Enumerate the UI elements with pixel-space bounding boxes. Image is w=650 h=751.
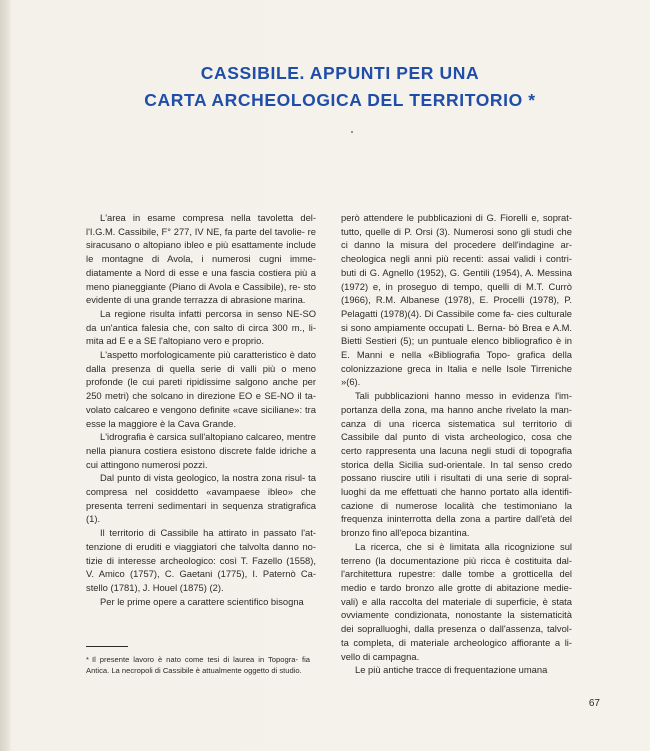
footnote-divider: [86, 646, 128, 647]
article-title: [60, 60, 620, 114]
footnote: [86, 655, 310, 676]
footnote-text: Il presente lavoro è nato come tesi di laurea in Topogra- fia Antica. La necropoli di Cassibile è attualmente oggetto di studio.: [86, 655, 310, 675]
paragraph: La regione risulta infatti percorsa in senso NE-SO da un'antica falesia che, con salto di circa 300 m., li- mita ad E e a SE l'altopiano vero e proprio.: [86, 307, 316, 347]
footnote-mark: *: [86, 655, 89, 664]
paragraph: L'area in esame compresa nella tavoletta del- l'I.G.M. Cassibile, F° 277, IV NE, fa parte del tavolie- re siracusano o altopiano ibleo e più esattamente include le montagne di Avola, i numerosi cugni imme- diatamente a Nord di esse e una fascia costiera più a meno pianeggiante (Piano di Avola e Cassibile), re- sto evidente di una grande terrazza di abrasione marina.: [86, 212, 316, 306]
page-binding-edge: [0, 0, 10, 751]
page-number: 67: [588, 698, 600, 709]
text-column-left: [86, 211, 316, 608]
paragraph: Per le prime opere a carattere scientifico bisogna: [100, 595, 304, 607]
paragraph: Le più antiche tracce di frequentazione umana: [355, 664, 548, 676]
paragraph: La ricerca, che si è limitata alla ricognizione sul terreno (la documentazione più ricca è costituita dal- l'architettura rupestre: dalle tombe a grotticella del medio e tardo bronzo alle grotte di abitazione medie- vali) e alla raccolta del materiale di superficie, è stata ovviamente condizionata, nonostante la sistematicità dei sopralluoghi, dalla presenza o dall'assenza, talvol- ta completa, di materiale archeologico affiorante a li- vello di campagna.: [341, 540, 572, 662]
title-line-1: CASSIBILE. APPUNTI PER UNA: [200, 63, 480, 83]
paragraph: Tali pubblicazioni hanno messo in evidenza l'im- portanza della zona, ma hanno anche rivelato la man- canza di una ricerca sistematica sul territorio di Cassibile dal punto di vista archeologico, cosa che certo rappresenta una lacuna negli studi di topografia storica della Sicilia sud-orientale. In tal senso credo possano riuscire utili i risultati di una serie di sopral- luoghi da me effettuati che hanno portato alla identifi- cazione di numerose località che testimoniano la frequenza ininterrotta della zona a partire dall'età del bronzo fino all'epoca bizantina.: [341, 390, 572, 539]
paragraph: L'idrografia è carsica sull'altopiano calcareo, mentre nella pianura costiera esistono discrete falde idriche a cui attingono numerosi pozzi.: [86, 431, 316, 470]
speck-mark: [351, 131, 353, 133]
paragraph: Dal punto di vista geologico, la nostra zona risul- ta compresa nel cosiddetto «avampaese ibleo» che presenta terreni sedimentari in sequenza stratigrafica (1).: [86, 472, 316, 525]
paragraph: Il territorio di Cassibile ha attirato in passato l'at- tenzione di eruditi e viaggiatori che talvolta danno no- tizie di interesse archeologico: così T. Fazello (1558), V. Amico (1757), C. Gaetani (1775), I. Paternò Ca- stello (1781), J. Houel (1875) (2).: [86, 527, 316, 593]
text-column-right: [341, 211, 572, 677]
paragraph: però attendere le pubblicazioni di G. Fiorelli e, soprat- tutto, quelle di P. Orsi (3). Numerosi sono gli studi che ci danno la misura del procedere dell'indagine ar- cheologica negli anni più recenti: assai validi i contri- buti di G. Agnello (1952), G. Gentili (1954), A. Messina (1972) e, in proseguo di tempo, quelli di M.T. Currò (1966), R.M. Albanese (1978), E. Procelli (1978), P. Pelagatti (1978)(4). Di Cassibile come fa- cies culturale si sono ampiamente occupati L. Bernа- bò Brea e A.M. Bietti Sestieri (5); un puntuale elenco bibliografico è in E. Manni e nella «Bibliografia Topo- grafica della colonizzazione greca in Italia e nelle Isole Tirreniche »(6).: [341, 212, 572, 388]
title-line-2: CARTA ARCHEOLOGICA DEL TERRITORIO *: [144, 90, 536, 110]
paragraph: L'aspetto morfologicamente più caratteristico è dato dalla presenza di quella serie di valli più o meno profonde (le cui pareti ripidissime salgono anche per 250 metri) che solcano in direzione EO e SE-NO il ta- volato calcareo e vengono definite «cave siciliane»: tra esse la maggiore è la Cava Grande.: [86, 349, 316, 429]
